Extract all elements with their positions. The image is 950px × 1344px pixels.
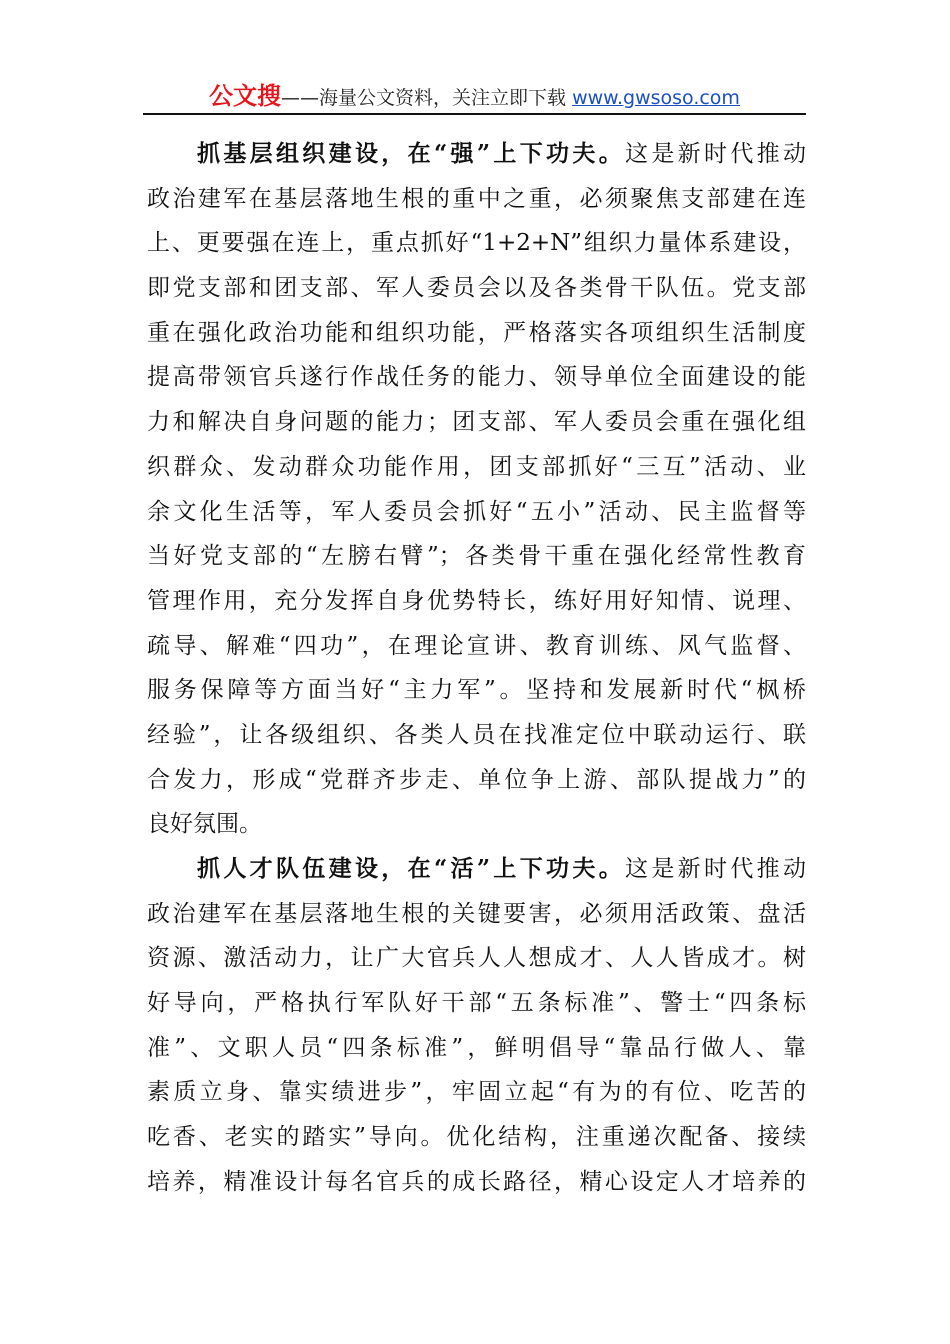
site-link[interactable]: www.gwsoso.com [572, 87, 740, 109]
paragraph-line: 资源、激活动力，让广大官兵人人想成才、人人皆成才。树 [147, 945, 806, 972]
paragraph-line: 管理作用，充分发挥自身优势特长，练好用好知情、说理、 [147, 587, 806, 614]
header-slogan: ——海量公文资料，关注立即下载 [281, 87, 573, 109]
line-text: 这是新时代推动 [625, 856, 806, 882]
paragraph-line: 经验”，让各级组织、各类人员在找准定位中联动运行、联 [147, 721, 806, 748]
site-logo: 公文搜 [209, 82, 282, 110]
line-text: 这是新时代推动 [625, 141, 806, 167]
paragraph-line: 准”、文职人员“四条标准”，鲜明倡导“靠品行做人、靠 [147, 1034, 806, 1061]
paragraph-line: 织群众、发动群众功能作用，团支部抓好“三互”活动、业 [147, 453, 806, 480]
paragraph-line [147, 847, 806, 892]
paragraph-line: 当好党支部的“左膀右臂”；各类骨干重在强化经常性教育 [147, 543, 806, 570]
paragraph-line: 合发力，形成“党群齐步走、单位争上游、部队提战力”的 [147, 766, 806, 793]
paragraph-line: 吃香、老实的踏实”导向。优化结构，注重递次配备、接续 [147, 1124, 806, 1151]
paragraph-lead: 抓人才队伍建设，在“活”上下功夫。 [197, 855, 626, 882]
header-divider [143, 113, 806, 115]
paragraph-line: 服务保障等方面当好“主力军”。坚持和发展新时代“枫桥 [147, 677, 806, 704]
paragraph-line: 力和解决自身问题的能力；团支部、军人委员会重在强化组 [147, 409, 806, 436]
paragraph-line: 即党支部和团支部、军人委员会以及各类骨干队伍。党支部 [147, 275, 806, 302]
paragraph-line: 培养，精准设计每名官兵的成长路径，精心设定人才培养的 [147, 1168, 806, 1195]
paragraph [147, 847, 806, 1205]
paragraph-line: 余文化生活等，军人委员会抓好“五小”活动、民主监督等 [147, 498, 806, 525]
paragraph-line: 上、更要强在连上，重点抓好“1+2+N”组织力量体系建设， [147, 230, 806, 257]
paragraph-lead: 抓基层组织建设，在“强”上下功夫。 [197, 140, 626, 167]
paragraph [147, 132, 806, 847]
paragraph-line: 好导向，严格执行军队好干部“五条标准”、警士“四条标 [147, 990, 806, 1017]
paragraph-line: 良好氛围。 [147, 811, 262, 838]
page-header [143, 80, 806, 112]
paragraph-line: 提高带领官兵遂行作战任务的能力、领导单位全面建设的能 [147, 364, 806, 391]
paragraph-line: 疏导、解难“四功”，在理论宣讲、教育训练、风气监督、 [147, 632, 806, 659]
paragraph-line: 政治建军在基层落地生根的关键要害，必须用活政策、盘活 [147, 900, 806, 927]
document-body [147, 132, 806, 1205]
paragraph-line: 重在强化政治功能和组织功能，严格落实各项组织生活制度 [147, 319, 806, 346]
paragraph-line [147, 132, 806, 177]
paragraph-line: 政治建军在基层落地生根的重中之重，必须聚焦支部建在连 [147, 185, 806, 212]
paragraph-line: 素质立身、靠实绩进步”，牢固立起“有为的有位、吃苦的 [147, 1079, 806, 1106]
